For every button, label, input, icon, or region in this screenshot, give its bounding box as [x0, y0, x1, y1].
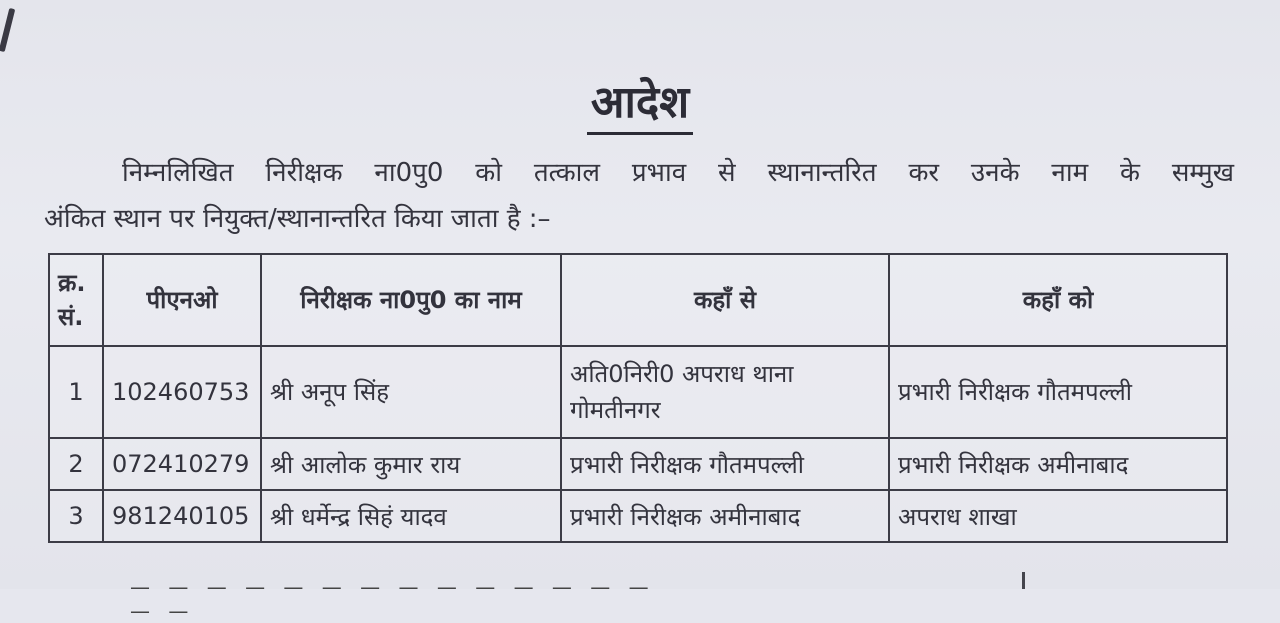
cell-from: प्रभारी निरीक्षक अमीनाबाद	[561, 490, 889, 542]
cell-pno: 981240105	[103, 490, 261, 542]
table-row	[49, 346, 1227, 438]
cut-off-text-line: — — — — — — — — — — — — — — — —	[130, 575, 655, 623]
cell-from: अति0निरी0 अपराध थाना गोमतीनगर	[561, 346, 889, 438]
table-row	[49, 438, 1227, 490]
cell-to: प्रभारी निरीक्षक गौतमपल्ली	[889, 346, 1227, 438]
cell-name: श्री आलोक कुमार राय	[261, 438, 561, 490]
transfer-table	[48, 253, 1228, 543]
header-to: कहाँ को	[889, 254, 1227, 346]
cell-serial: 1	[49, 346, 103, 438]
paragraph-line-1: निम्नलिखित निरीक्षक ना0पु0 को तत्काल प्रभाव से स्थानान्तरित कर उनके नाम के सम्मुख	[122, 158, 1234, 188]
cell-from: प्रभारी निरीक्षक गौतमपल्ली	[561, 438, 889, 490]
cell-serial: 2	[49, 438, 103, 490]
table-row	[49, 490, 1227, 542]
order-paragraph	[44, 150, 1234, 242]
header-pno: पीएनओ	[103, 254, 261, 346]
pen-mark-bottom	[1022, 572, 1025, 589]
cell-name: श्री धर्मेन्द्र सिहं यादव	[261, 490, 561, 542]
order-title	[0, 70, 1280, 135]
header-inspector-name: निरीक्षक ना0पु0 का नाम	[261, 254, 561, 346]
paragraph-line-2: अंकित स्थान पर नियुक्त/स्थानान्तरित किया जाता है :–	[44, 204, 551, 234]
cell-pno: 072410279	[103, 438, 261, 490]
cell-pno: 102460753	[103, 346, 261, 438]
order-title-text: आदेश	[587, 70, 693, 135]
cell-to: प्रभारी निरीक्षक अमीनाबाद	[889, 438, 1227, 490]
table-header-row	[49, 254, 1227, 346]
cell-serial: 3	[49, 490, 103, 542]
cell-name: श्री अनूप सिंह	[261, 346, 561, 438]
header-serial: क्र. सं.	[49, 254, 103, 346]
cell-to: अपराध शाखा	[889, 490, 1227, 542]
pen-mark	[0, 8, 15, 52]
header-from: कहाँ से	[561, 254, 889, 346]
